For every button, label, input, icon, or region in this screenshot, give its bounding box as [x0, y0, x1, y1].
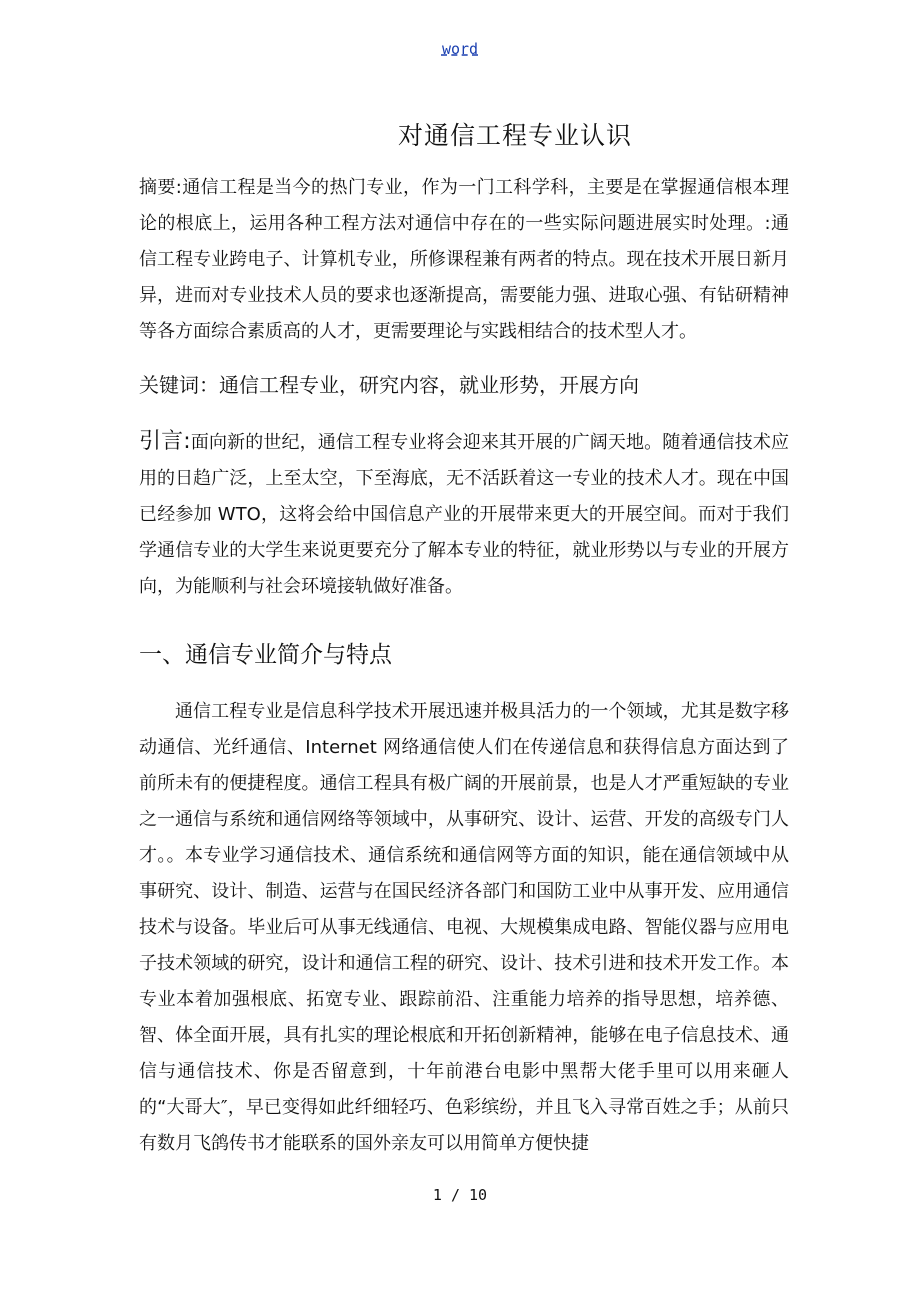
page-indicator: 1 / 10 — [432, 1186, 488, 1204]
section-heading: 一、通信专业简介与特点 — [139, 642, 392, 668]
document-title: 对通信工程专业认识 — [397, 121, 632, 150]
keywords-line — [139, 367, 789, 403]
keywords-label: 关键词： — [139, 373, 219, 397]
abstract-text: 通信工程是当今的热门专业，作为一门工科学科，主要是在掌握通信根本理论的根底上，运用各种工程方法对通信中存在的一些实际问题进展实时处理。:通信工程专业跨电子、计算机专业，所修课程兼有两者的特点。现在技术开展日新月异，进而对专业技术人员的要求也逐渐提高，需要能力强、进取心强、有钻研精神等各方面综合素质高的人才，更需要理论与实践相结合的技术型人才。 — [139, 177, 789, 342]
keywords-text: 通信工程专业，研究内容，就业形势，开展方向 — [219, 373, 639, 397]
section-body: 通信工程专业是信息科学技术开展迅速并极具活力的一个领域，尤其是数字移动通信、光纤通信、Internet 网络通信使人们在传递信息和获得信息方面达到了前所未有的便捷程度。通信工程具有极广阔的开展前景，也是人才严重短缺的专业之一通信与系统和通信网络等领域中，从事研究、设计、运营、开发的高级专门人才。。本专业学习通信技术、通信系统和通信网等方面的知识，能在通信领域中从事研究、设计、制造、运营与在国民经济各部门和国防工业中从事开发、应用通信技术与设备。毕业后可从事无线通信、电视、大规模集成电路、智能仪器与应用电子技术领域的研究，设计和通信工程的研究、设计、技术引进和技术开发工作。本专业本着加强根底、拓宽专业、跟踪前沿、注重能力培养的指导思想，培养德、智、体全面开展，具有扎实的理论根底和开拓创新精神，能够在电子信息技术、通信与通信技术、你是否留意到，十年前港台电影中黑帮大佬手里可以用来砸人的“大哥大″，早已变得如此纤细轻巧、色彩缤纷，并且飞入寻常百姓之手；从前只有数月飞鸽传书才能联系的国外亲友可以用简单方便快捷 — [139, 701, 789, 1154]
abstract-label: 摘要: — [139, 177, 182, 198]
header-word-link[interactable]: word — [441, 40, 479, 58]
intro-paragraph — [139, 424, 789, 605]
abstract-paragraph — [139, 170, 789, 350]
intro-text: 面向新的世纪，通信工程专业将会迎来其开展的广阔天地。随着通信技术应用的日趋广泛，上至太空，下至海底，无不活跃着这一专业的技术人才。现在中国已经参加 WTO，这将会给中国信息产业的开展带来更大的开展空间。而对于我们学通信专业的大学生来说更要充分了解本专业的特征，就业形势以与专业的开展方向，为能顺利与社会环境接轨做好准备。 — [139, 432, 790, 597]
intro-label: 引言: — [139, 429, 191, 454]
